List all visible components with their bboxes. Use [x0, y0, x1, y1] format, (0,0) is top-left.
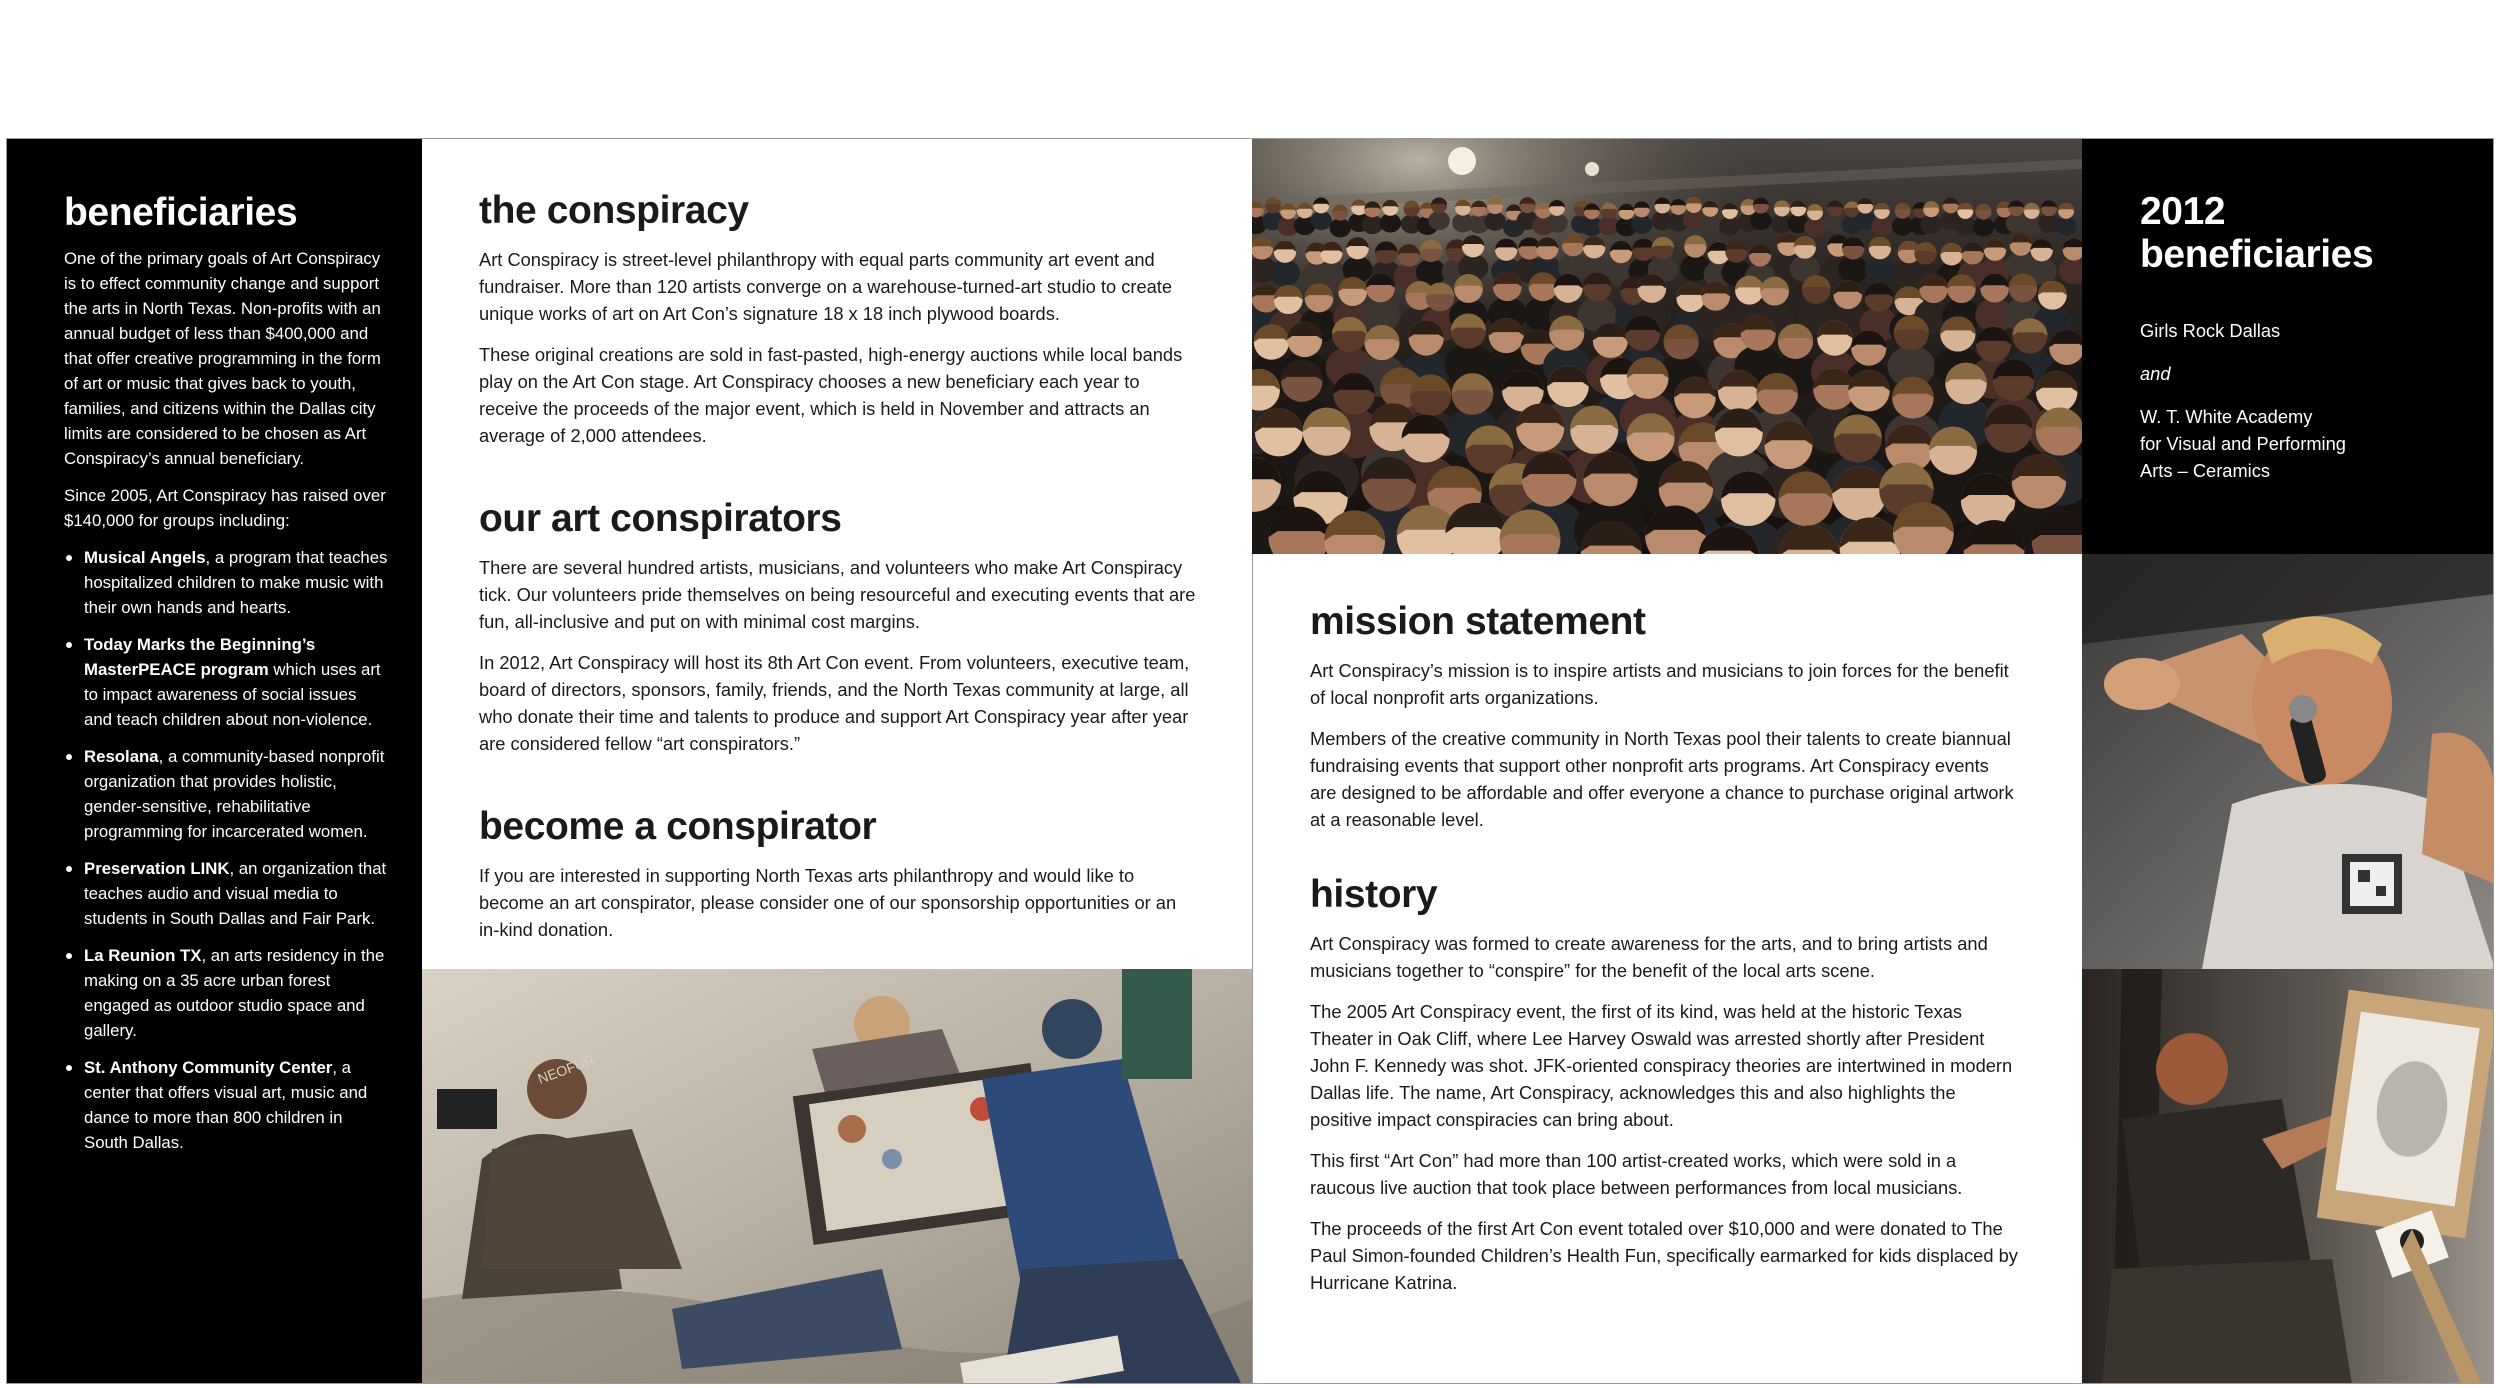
conspirators-title: our art conspirators — [479, 496, 842, 540]
item-line: W. T. White Academy — [2140, 405, 2313, 427]
history-paragraph: The 2005 Art Conspiracy event, the first of its kind, was held at the historic Texas Theater in Oak Cliff, where Lee Harvey Oswald was arrested shortly after President John F. Kennedy was shot. JFK-oriented conspiracy theories are intertwined in modern Dallas life. The name, Art Conspiracy, acknowledges this and also highlights the positive impact conspiracies can bring about. — [1310, 1000, 2013, 1130]
beneficiaries-2012-title — [2140, 191, 2475, 277]
history-paragraph: Art Conspiracy was formed to create awareness for the arts, and to bring artists and musicians together to “conspire” for the benefit of the local arts scene. — [1310, 932, 1988, 981]
history-title: history — [1310, 872, 1438, 916]
conspirators-paragraph: In 2012, Art Conspiracy will host its 8th Art Con event. From volunteers, executive team, board of directors, sponsors, family, friends, and the North Texas community at large, all who donate their time and talents to produce and support Art Conspiracy year after year are considered fellow “art conspirators.” — [479, 651, 1190, 754]
item-line: Arts – Ceramics — [2140, 459, 2271, 481]
history-paragraph: This first “Art Con” had more than 100 artist-created works, which were sold in a raucous live auction that took place between performances from local musicians. — [1310, 1149, 1963, 1198]
conspiracy-paragraph: These original creations are sold in fast-pasted, high-energy auctions while local bands play on the Art Con stage. Art Conspiracy chooses a new beneficiary each year to receive the proceeds of the major event, which is held in November and attracts an average of 2,000 attendees. — [479, 343, 1183, 446]
item-line: for Visual and Performing — [2140, 432, 2346, 454]
beneficiaries-intro: One of the primary goals of Art Conspiracy is to effect community change and support the arts in North Texas. Non-profits with an annual budget of less than $400,000 and that offer creative programming in the form of art or music that gives back to youth, families, and citizens within the Dallas city limits are considered to be chosen as Art Conspiracy’s annual beneficiary. — [64, 248, 381, 468]
list-item — [64, 545, 388, 620]
mission-paragraph: Art Conspiracy’s mission is to inspire artists and musicians to join forces for the benefit of local nonprofit arts organizations. — [1310, 659, 2009, 708]
title-year: 2012 — [2140, 190, 2226, 233]
conspirators-paragraph: There are several hundred artists, musicians, and volunteers who make Art Conspiracy tick. Our volunteers pride themselves on being resourceful and executing events that are fun, all-inclusive and put on with minimal cost margins. — [479, 556, 1196, 632]
group-name: Musical Angels — [84, 547, 206, 567]
beneficiary-groups-list — [64, 545, 388, 1155]
history-section — [1310, 872, 2018, 1296]
mission-title: mission statement — [1310, 600, 1646, 643]
mission-paragraph: Members of the creative community in North Texas pool their talents to create biannual fundraising events that support other nonprofit arts programs. Art Conspiracy events are designed to be affordable and offer everyone a chance to purchase original artwork at a reasonable level. — [1310, 727, 2014, 830]
title-word: beneficiaries — [2140, 232, 2374, 276]
shirt-text: NEOFUR — [535, 1051, 597, 1087]
group-desc: , a center that offers visual art, music and dance to more than 800 children in South Dallas. — [84, 1057, 368, 1152]
beneficiaries-since: Since 2005, Art Conspiracy has raised over $140,000 for groups including: — [64, 485, 386, 530]
group-name: St. Anthony Community Center — [84, 1057, 333, 1077]
crowd-photo — [1252, 139, 2082, 554]
group-name: Preservation LINK — [84, 858, 230, 878]
group-name: Today Marks the Beginning’s MasterPEACE program — [84, 634, 316, 679]
crowd-heads — [1252, 197, 2082, 554]
group-desc: , an organization that teaches audio and visual media to students in South Dallas and Fair Park. — [84, 858, 387, 928]
become-paragraph: If you are interested in supporting North Texas arts philanthropy and would like to become an art conspirator, please consider one of our sponsorship opportunities or an in-kind donation. — [479, 864, 1177, 940]
painter-photo — [2082, 969, 2494, 1384]
beneficiary-2012-item: Girls Rock Dallas — [2140, 319, 2281, 341]
beneficiary-and: and — [2140, 362, 2171, 384]
beneficiaries-panel — [7, 139, 422, 1384]
group-desc: which uses art to impact awareness of social issues and teach children about non-violence. — [84, 659, 381, 729]
become-title: become a conspirator — [479, 804, 877, 848]
painter-photo-image — [2082, 969, 2494, 1384]
list-item — [64, 744, 388, 844]
group-desc: , an arts residency in the making on a 35 acre urban forest engaged as outdoor studio space and gallery. — [84, 945, 385, 1040]
crowd-photo-image — [1252, 139, 2082, 554]
artists-painting-photo — [422, 969, 1252, 1384]
brochure-spread — [6, 138, 2494, 1384]
list-item — [64, 632, 388, 732]
group-desc: , a program that teaches hospitalized children to make music with their own hands and hearts. — [84, 547, 388, 617]
list-item — [64, 943, 388, 1043]
singer-photo — [2082, 554, 2494, 969]
beneficiary-2012-item — [2140, 403, 2475, 484]
conspiracy-title: the conspiracy — [479, 189, 749, 232]
history-paragraph: The proceeds of the first Art Con event totaled over $10,000 and were donated to The Paul Simon-founded Children’s Health Fun, specifically earmarked for kids displaced by Hurricane Katrina. — [1310, 1217, 2018, 1293]
conspiracy-paragraph: Art Conspiracy is street-level philanthropy with equal parts community art event and fundraiser. More than 120 artists converge on a warehouse-turned-art studio to create unique works of art on Art Con’s signature 18 x 18 inch plywood boards. — [479, 248, 1173, 324]
mission-panel — [1252, 554, 2082, 1384]
artists-photo-image — [422, 969, 1252, 1384]
conspiracy-panel — [422, 139, 1252, 969]
singer-photo-image — [2082, 554, 2494, 969]
group-name: La Reunion TX — [84, 945, 202, 965]
conspirators-section — [479, 496, 1196, 757]
beneficiaries-title: beneficiaries — [64, 191, 298, 234]
become-section — [479, 804, 1196, 943]
group-desc: , a community-based nonprofit organization that provides holistic, gender-sensitive, rehabilitative programming for incarcerated women. — [84, 746, 385, 841]
list-item — [64, 856, 388, 931]
group-name: Resolana — [84, 746, 159, 766]
beneficiaries-2012-panel — [2082, 139, 2494, 554]
list-item — [64, 1055, 388, 1155]
